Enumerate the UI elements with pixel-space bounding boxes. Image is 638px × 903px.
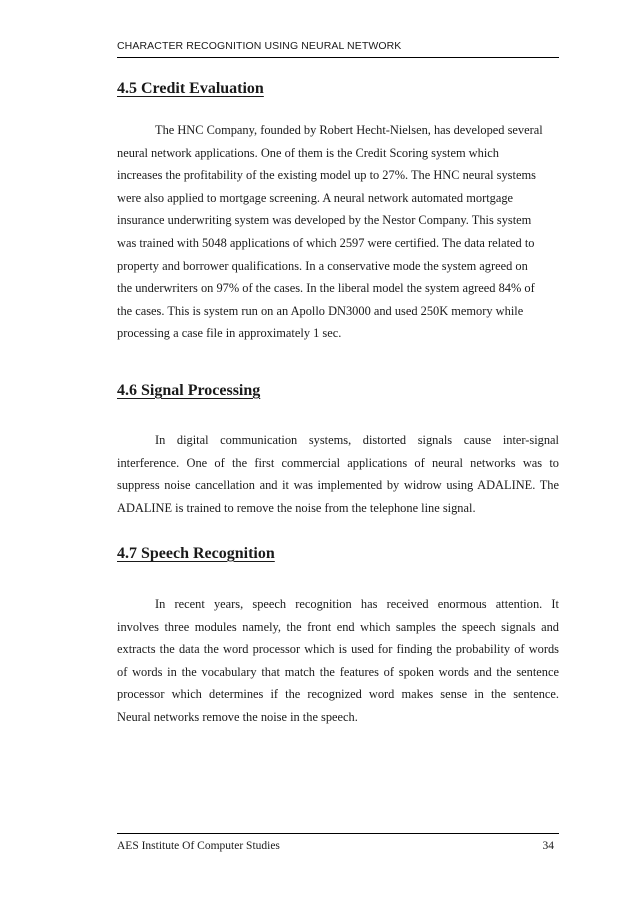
paragraph-line: were also applied to mortgage screening. A neural network automated mortgage — [117, 190, 514, 205]
paragraph-line: the underwriters on 97% of the cases. In the liberal model the system agreed 84% of — [117, 281, 535, 296]
paragraph-speech-recognition — [117, 593, 559, 729]
paragraph-line: In digital communication systems, distorted signals cause inter-signal — [155, 433, 559, 447]
paragraph-line: increases the profitability of the existing model up to 27%. The HNC neural systems — [117, 168, 536, 183]
section-heading-speech-recognition: 4.7 Speech Recognition — [117, 545, 275, 562]
paragraph-line: involves three modules namely, the front end which samples the speech signals and — [117, 619, 559, 634]
footer-institute: AES Institute Of Computer Studies — [117, 840, 280, 852]
section-heading-credit-evaluation: 4.5 Credit Evaluation — [117, 80, 264, 97]
paragraph-line: of words in the vocabulary that match the features of spoken words and the sentence — [117, 664, 559, 679]
running-header: CHARACTER RECOGNITION USING NEURAL NETWORK — [117, 40, 559, 58]
page-footer — [117, 833, 559, 852]
paragraph-credit-evaluation — [117, 119, 559, 345]
paragraph-line: Neural networks remove the noise in the speech. — [117, 709, 358, 724]
paragraph-line: suppress noise cancellation and it was implemented by widrow using ADALINE. The — [117, 478, 559, 493]
paragraph-line: ADALINE is trained to remove the noise from the telephone line signal. — [117, 500, 476, 515]
section-heading-signal-processing: 4.6 Signal Processing — [117, 382, 261, 399]
paragraph-line: In recent years, speech recognition has received enormous attention. It — [155, 597, 559, 611]
paragraph-line: the cases. This is system run on an Apollo DN3000 and used 250K memory while — [117, 303, 524, 318]
paragraph-line: was trained with 5048 applications of which 2597 were certified. The data related to — [117, 235, 535, 250]
paragraph-line: extracts the data the word processor which is used for finding the probability of words — [117, 642, 559, 657]
paragraph-line: processor which determines if the recognized word makes sense in the sentence. — [117, 687, 559, 702]
paragraph-line: insurance underwriting system was developed by the Nestor Company. This system — [117, 213, 532, 228]
paragraph-line: neural network applications. One of them is the Credit Scoring system which — [117, 145, 499, 160]
paragraph-line: The HNC Company, founded by Robert Hecht-Nielsen, has developed several — [155, 123, 543, 137]
paragraph-signal-processing — [117, 429, 559, 519]
paragraph-line: property and borrower qualifications. In a conservative mode the system agreed on — [117, 258, 528, 273]
paragraph-line: processing a case file in approximately 1 sec. — [117, 326, 342, 341]
page-number: 34 — [542, 840, 554, 852]
paragraph-line: interference. One of the first commercial applications of neural networks was to — [117, 455, 559, 470]
